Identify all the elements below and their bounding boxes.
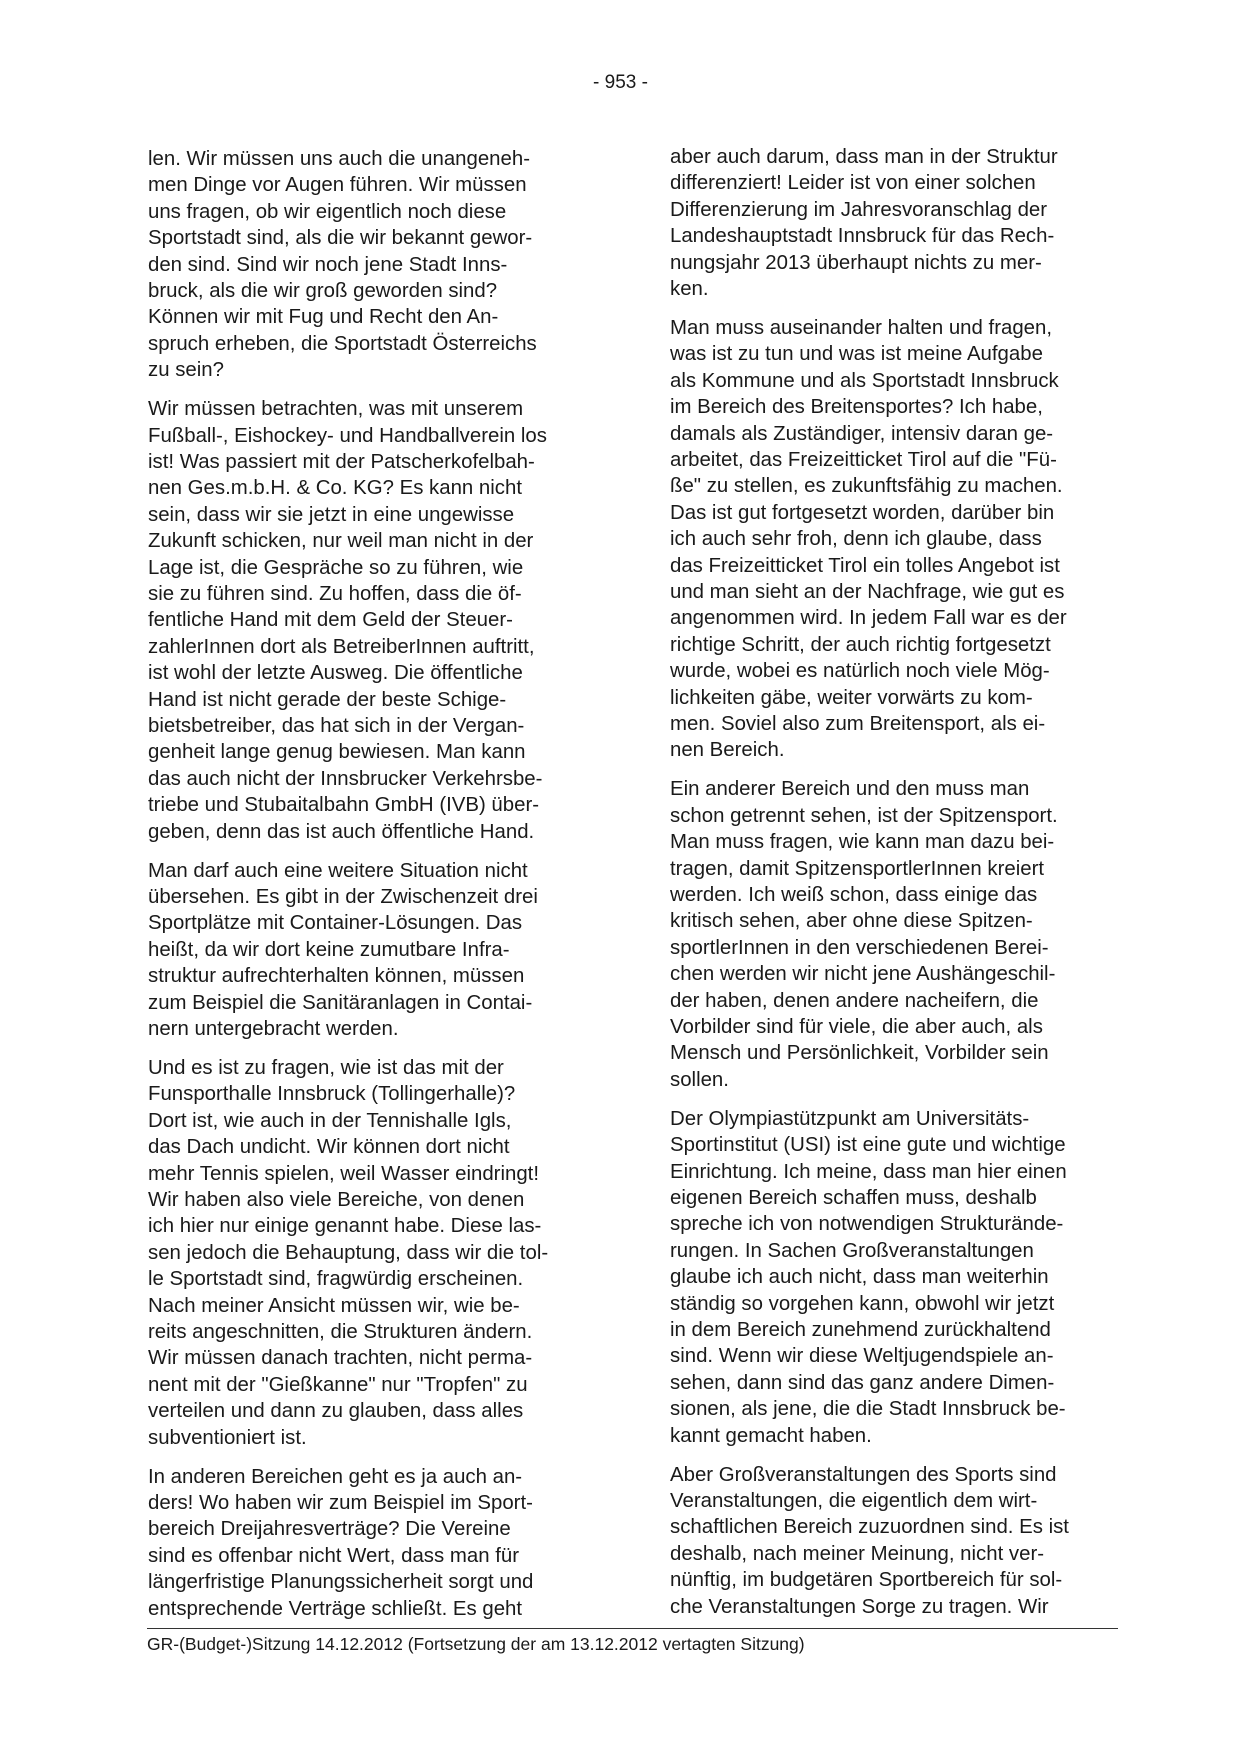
text-line: richtige Schritt, der auch richtig fortgesetzt xyxy=(670,633,1051,656)
text-line: zu sein? xyxy=(148,359,224,382)
paragraph xyxy=(670,315,1114,764)
footer-divider xyxy=(147,1628,1118,1629)
text-line: chen werden wir nicht jene Aushängeschil- xyxy=(670,963,1056,986)
text-line: Mensch und Persönlichkeit, Vorbilder sein xyxy=(670,1042,1049,1065)
text-line: Wir haben also viele Bereiche, von denen xyxy=(148,1188,525,1211)
text-line: tragen, damit SpitzensportlerInnen kreiert xyxy=(670,857,1045,880)
text-line: nen Bereich. xyxy=(670,739,785,762)
text-line: eigenen Bereich schaffen muss, deshalb xyxy=(670,1186,1037,1209)
text-line: genheit lange genug bewiesen. Man kann xyxy=(148,741,526,764)
text-line: Veranstaltungen, die eigentlich dem wirt- xyxy=(670,1489,1038,1512)
text-line: sportlerInnen in den verschiedenen Berei- xyxy=(670,936,1049,959)
text-line: spreche ich von notwendigen Strukturände- xyxy=(670,1213,1064,1236)
paragraph-gap xyxy=(670,764,1114,777)
text-line: sind. Wenn wir diese Weltjugendspiele an- xyxy=(670,1345,1054,1368)
text-line: sen jedoch die Behauptung, dass wir die tol- xyxy=(148,1241,549,1264)
text-line: subventioniert ist. xyxy=(148,1426,307,1449)
text-line: Landeshauptstadt Innsbruck für das Rech- xyxy=(670,225,1055,248)
text-line: das auch nicht der Innsbrucker Verkehrsbe- xyxy=(148,767,543,790)
paragraph-gap xyxy=(670,1093,1114,1106)
text-line: ße" zu stellen, es zukunftsfähig zu machen. xyxy=(670,475,1063,498)
paragraph-gap xyxy=(148,384,592,397)
text-line: le Sportstadt sind, fragwürdig erscheinen. xyxy=(148,1268,524,1291)
paragraph xyxy=(670,1106,1114,1449)
text-line: wurde, wobei es natürlich noch viele Mög- xyxy=(670,660,1050,683)
text-line: Einrichtung. Ich meine, dass man hier einen xyxy=(670,1160,1067,1183)
text-line: werden. Ich weiß schon, dass einige das xyxy=(670,883,1038,906)
text-line: che Veranstaltungen Sorge zu tragen. Wir xyxy=(670,1595,1049,1618)
text-line: ken. xyxy=(670,278,709,301)
text-line: sind es offenbar nicht Wert, dass man für xyxy=(148,1544,519,1567)
text-line: nen Ges.m.b.H. & Co. KG? Es kann nicht xyxy=(148,477,523,500)
text-line: längerfristige Planungssicherheit sorgt und xyxy=(148,1571,534,1594)
text-line: schaftlichen Bereich zuzuordnen sind. Es ist xyxy=(670,1516,1069,1539)
text-line: schon getrennt sehen, ist der Spitzensport. xyxy=(670,804,1058,827)
paragraph-gap xyxy=(148,1042,592,1055)
text-line: Fußball-, Eishockey- und Handballverein los xyxy=(148,424,547,447)
text-line: ich auch sehr froh, denn ich glaube, dass xyxy=(670,528,1042,551)
text-line: spruch erheben, die Sportstadt Österreichs xyxy=(148,332,537,355)
text-line: bereich Dreijahresverträge? Die Vereine xyxy=(148,1518,511,1541)
page-number: - 953 - xyxy=(593,72,648,93)
text-line: differenziert! Leider ist von einer solchen xyxy=(670,172,1036,195)
text-line: zum Beispiel die Sanitäranlagen in Contai- xyxy=(148,991,533,1014)
text-line: Vorbilder sind für viele, die aber auch, als xyxy=(670,1016,1043,1038)
text-line: aber auch darum, dass man in der Struktur xyxy=(670,146,1058,168)
paragraph-gap xyxy=(670,302,1114,315)
text-line: sie zu führen sind. Zu hoffen, dass die öf- xyxy=(148,583,522,605)
text-line: struktur aufrechterhalten können, müssen xyxy=(148,965,525,988)
text-line: deshalb, nach meiner Meinung, nicht ver- xyxy=(670,1542,1045,1565)
text-line: fentliche Hand mit dem Geld der Steuer- xyxy=(148,609,513,632)
text-line: Funsporthalle Innsbruck (Tollingerhalle)? xyxy=(148,1083,516,1106)
text-line: heißt, da wir dort keine zumutbare Infra- xyxy=(148,938,510,961)
text-line: men. Soviel also zum Breitensport, als ei- xyxy=(670,713,1046,736)
text-line: zahlerInnen dort als BetreiberInnen auftritt, xyxy=(148,635,535,658)
text-line: In anderen Bereichen geht es ja auch an- xyxy=(148,1465,523,1488)
text-line: bruck, als die wir groß geworden sind? xyxy=(148,280,498,303)
text-line: Der Olympiastützpunkt am Universitäts- xyxy=(670,1107,1030,1130)
text-line: in dem Bereich zunehmend zurückhaltend xyxy=(670,1318,1051,1341)
text-line: Nach meiner Ansicht müssen wir, wie be- xyxy=(148,1294,520,1317)
footer-session-info: GR-(Budget-)Sitzung 14.12.2012 (Fortsetzung der am 13.12.2012 vertagten Sitzung) xyxy=(147,1634,805,1654)
text-line: Differenzierung im Jahresvoranschlag der xyxy=(670,198,1048,221)
text-line: den sind. Sind wir noch jene Stadt Inns- xyxy=(148,253,508,276)
text-line: im Bereich des Breitensportes? Ich habe, xyxy=(670,396,1043,419)
text-line: verteilen und dann zu glauben, dass alles xyxy=(148,1400,524,1423)
text-line: Aber Großveranstaltungen des Sports sind xyxy=(670,1463,1057,1486)
text-line: triebe und Stubaitalbahn GmbH (IVB) über- xyxy=(148,794,540,817)
text-line: sollen. xyxy=(670,1068,729,1091)
text-line: Sportinstitut (USI) ist eine gute und wichtige xyxy=(670,1134,1066,1157)
text-line: nent mit der "Gießkanne" nur "Tropfen" zu xyxy=(148,1373,528,1396)
text-line: Sportstadt sind, als die wir bekannt gewor- xyxy=(148,227,533,250)
paragraph xyxy=(148,396,592,845)
text-line: rungen. In Sachen Großveranstaltungen xyxy=(670,1239,1034,1262)
paragraph-gap xyxy=(148,845,592,858)
text-line: uns fragen, ob wir eigentlich noch diese xyxy=(148,200,507,223)
right-text-column xyxy=(670,144,1114,1620)
text-line: ist! Was passiert mit der Patscherkofelbah- xyxy=(148,450,535,473)
text-line: angenommen wird. In jedem Fall war es der xyxy=(670,607,1067,630)
text-line: damals als Zuständiger, intensiv daran ge- xyxy=(670,422,1054,445)
text-line: Sportplätze mit Container-Lösungen. Das xyxy=(148,912,523,935)
text-line: nünftig, im budgetären Sportbereich für sol- xyxy=(670,1569,1063,1592)
text-line: sehen, dann sind das ganz andere Dimen- xyxy=(670,1371,1055,1394)
text-line: Und es ist zu fragen, wie ist das mit der xyxy=(148,1056,504,1079)
text-line: was ist zu tun und was ist meine Aufgabe xyxy=(670,343,1043,366)
paragraph xyxy=(670,144,1114,302)
text-line: Ein anderer Bereich und den muss man xyxy=(670,778,1030,801)
text-line: sionen, als jene, die die Stadt Innsbruck be- xyxy=(670,1398,1066,1421)
text-line: das Dach undicht. Wir können dort nicht xyxy=(148,1136,510,1159)
paragraph xyxy=(148,1055,592,1451)
text-line: nungsjahr 2013 überhaupt nichts zu mer- xyxy=(670,251,1042,274)
text-line: len. Wir müssen uns auch die unangeneh- xyxy=(148,148,530,170)
text-line: kannt gemacht haben. xyxy=(670,1424,872,1447)
text-line: Lage ist, die Gespräche so zu führen, wie xyxy=(148,556,524,579)
text-line: Man darf auch eine weitere Situation nicht xyxy=(148,859,528,882)
paragraph xyxy=(148,146,592,384)
text-line: Wir müssen betrachten, was mit unserem xyxy=(148,398,524,421)
text-line: sein, dass wir sie jetzt in eine ungewisse xyxy=(148,503,515,526)
text-line: men Dinge vor Augen führen. Wir müssen xyxy=(148,174,527,197)
paragraph-gap xyxy=(148,1451,592,1464)
text-line: mehr Tennis spielen, weil Wasser eindringt! xyxy=(148,1162,539,1185)
text-line: Das ist gut fortgesetzt worden, darüber bin xyxy=(670,501,1055,524)
text-line: ich hier nur einige genannt habe. Diese las- xyxy=(148,1215,542,1238)
text-line: ders! Wo haben wir zum Beispiel im Sport- xyxy=(148,1491,533,1514)
text-line: geben, denn das ist auch öffentliche Hand. xyxy=(148,820,535,843)
text-line: bietsbetreiber, das hat sich in der Vergan- xyxy=(148,715,525,738)
text-line: kritisch sehen, aber ohne diese Spitzen- xyxy=(670,910,1033,933)
text-line: Man muss fragen, wie kann man dazu bei- xyxy=(670,831,1055,854)
paragraph xyxy=(670,776,1114,1093)
paragraph xyxy=(148,858,592,1043)
text-line: Dort ist, wie auch in der Tennishalle Igls, xyxy=(148,1109,512,1132)
text-line: Man muss auseinander halten und fragen, xyxy=(670,316,1053,339)
text-line: Können wir mit Fug und Recht den An- xyxy=(148,306,499,329)
text-line: als Kommune und als Sportstadt Innsbruck xyxy=(670,369,1059,392)
text-line: reits angeschnitten, die Strukturen ändern. xyxy=(148,1320,533,1343)
paragraph xyxy=(670,1462,1114,1620)
text-line: der haben, denen andere nacheifern, die xyxy=(670,989,1039,1012)
left-text-column xyxy=(148,146,592,1622)
text-line: übersehen. Es gibt in der Zwischenzeit drei xyxy=(148,885,538,908)
text-line: lichkeiten gäbe, weiter vorwärts zu kom- xyxy=(670,686,1033,709)
text-line: nern untergebracht werden. xyxy=(148,1018,399,1040)
text-line: glaube ich auch nicht, dass man weiterhin xyxy=(670,1266,1049,1289)
text-line: und man sieht an der Nachfrage, wie gut es xyxy=(670,581,1065,603)
text-line: Wir müssen danach trachten, nicht perma- xyxy=(148,1347,533,1370)
text-line: Hand ist nicht gerade der beste Schige- xyxy=(148,688,507,711)
paragraph xyxy=(148,1464,592,1622)
text-line: entsprechende Verträge schließt. Es geht xyxy=(148,1597,523,1620)
paragraph-gap xyxy=(670,1449,1114,1462)
text-line: ständig so vorgehen kann, obwohl wir jetzt xyxy=(670,1292,1055,1315)
text-line: Zukunft schicken, nur weil man nicht in der xyxy=(148,530,534,553)
text-line: das Freizeitticket Tirol ein tolles Angebot ist xyxy=(670,554,1060,577)
text-line: arbeitet, das Freizeitticket Tirol auf die "Fü- xyxy=(670,448,1057,471)
text-line: ist wohl der letzte Ausweg. Die öffentliche xyxy=(148,662,523,685)
